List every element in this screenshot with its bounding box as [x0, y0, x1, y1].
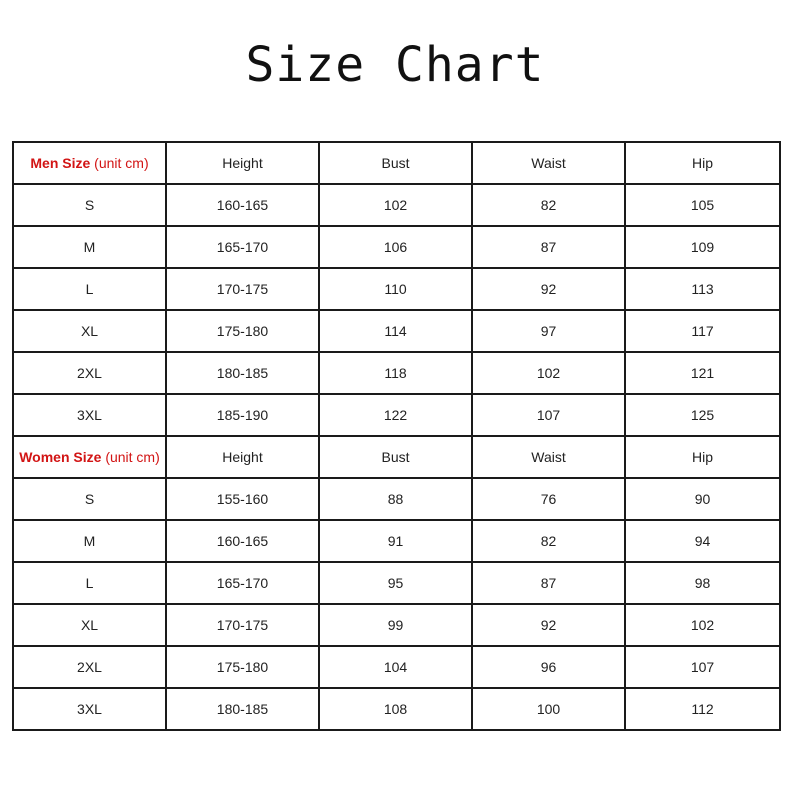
page-title: Size Chart [245, 37, 545, 93]
waist-cell: 102 [472, 352, 625, 394]
size-cell: 2XL [13, 352, 166, 394]
waist-cell: 82 [472, 520, 625, 562]
hip-cell: 109 [625, 226, 780, 268]
bust-cell: 88 [319, 478, 472, 520]
table-row [13, 604, 780, 646]
bust-cell: 104 [319, 646, 472, 688]
bust-cell: 108 [319, 688, 472, 730]
women-unit-label: (unit cm) [105, 449, 160, 465]
size-cell: M [13, 226, 166, 268]
bust-cell: 91 [319, 520, 472, 562]
hip-cell: 102 [625, 604, 780, 646]
waist-cell: 82 [472, 184, 625, 226]
size-cell: 3XL [13, 394, 166, 436]
hip-cell: 94 [625, 520, 780, 562]
height-cell: 165-170 [166, 562, 319, 604]
height-cell: 175-180 [166, 646, 319, 688]
table-row [13, 688, 780, 730]
height-cell: 170-175 [166, 268, 319, 310]
bust-cell: 102 [319, 184, 472, 226]
men-unit-label: (unit cm) [94, 155, 149, 171]
table-row [13, 394, 780, 436]
height-cell: 180-185 [166, 688, 319, 730]
size-cell: 3XL [13, 688, 166, 730]
column-header-bust: Bust [319, 142, 472, 184]
size-chart-table [12, 141, 781, 731]
table-row [13, 184, 780, 226]
size-cell: XL [13, 310, 166, 352]
waist-cell: 96 [472, 646, 625, 688]
size-cell: XL [13, 604, 166, 646]
table-row [13, 520, 780, 562]
hip-cell: 117 [625, 310, 780, 352]
height-cell: 165-170 [166, 226, 319, 268]
height-cell: 180-185 [166, 352, 319, 394]
table-row [13, 352, 780, 394]
hip-cell: 112 [625, 688, 780, 730]
hip-cell: 113 [625, 268, 780, 310]
height-cell: 185-190 [166, 394, 319, 436]
bust-cell: 95 [319, 562, 472, 604]
waist-cell: 92 [472, 604, 625, 646]
women-section-label-cell [13, 436, 166, 478]
column-header-waist: Waist [472, 436, 625, 478]
men-section-label: Men Size [30, 155, 91, 171]
hip-cell: 125 [625, 394, 780, 436]
waist-cell: 97 [472, 310, 625, 352]
size-cell: L [13, 562, 166, 604]
waist-cell: 100 [472, 688, 625, 730]
column-header-waist: Waist [472, 142, 625, 184]
height-cell: 170-175 [166, 604, 319, 646]
bust-cell: 114 [319, 310, 472, 352]
women-section-label: Women Size [19, 449, 102, 465]
waist-cell: 107 [472, 394, 625, 436]
hip-cell: 98 [625, 562, 780, 604]
women-header-row [13, 436, 780, 478]
size-cell: M [13, 520, 166, 562]
column-header-bust: Bust [319, 436, 472, 478]
hip-cell: 107 [625, 646, 780, 688]
waist-cell: 87 [472, 226, 625, 268]
height-cell: 155-160 [166, 478, 319, 520]
bust-cell: 99 [319, 604, 472, 646]
height-cell: 160-165 [166, 520, 319, 562]
size-cell: L [13, 268, 166, 310]
hip-cell: 105 [625, 184, 780, 226]
hip-cell: 90 [625, 478, 780, 520]
height-cell: 175-180 [166, 310, 319, 352]
bust-cell: 106 [319, 226, 472, 268]
column-header-height: Height [166, 436, 319, 478]
bust-cell: 122 [319, 394, 472, 436]
bust-cell: 118 [319, 352, 472, 394]
men-header-row [13, 142, 780, 184]
column-header-hip: Hip [625, 436, 780, 478]
column-header-hip: Hip [625, 142, 780, 184]
table-row [13, 646, 780, 688]
men-section-label-cell [13, 142, 166, 184]
column-header-height: Height [166, 142, 319, 184]
table-row [13, 310, 780, 352]
table-row [13, 226, 780, 268]
size-cell: S [13, 478, 166, 520]
hip-cell: 121 [625, 352, 780, 394]
waist-cell: 76 [472, 478, 625, 520]
table-row [13, 562, 780, 604]
size-cell: S [13, 184, 166, 226]
size-cell: 2XL [13, 646, 166, 688]
height-cell: 160-165 [166, 184, 319, 226]
waist-cell: 92 [472, 268, 625, 310]
table-row [13, 478, 780, 520]
bust-cell: 110 [319, 268, 472, 310]
waist-cell: 87 [472, 562, 625, 604]
table-row [13, 268, 780, 310]
